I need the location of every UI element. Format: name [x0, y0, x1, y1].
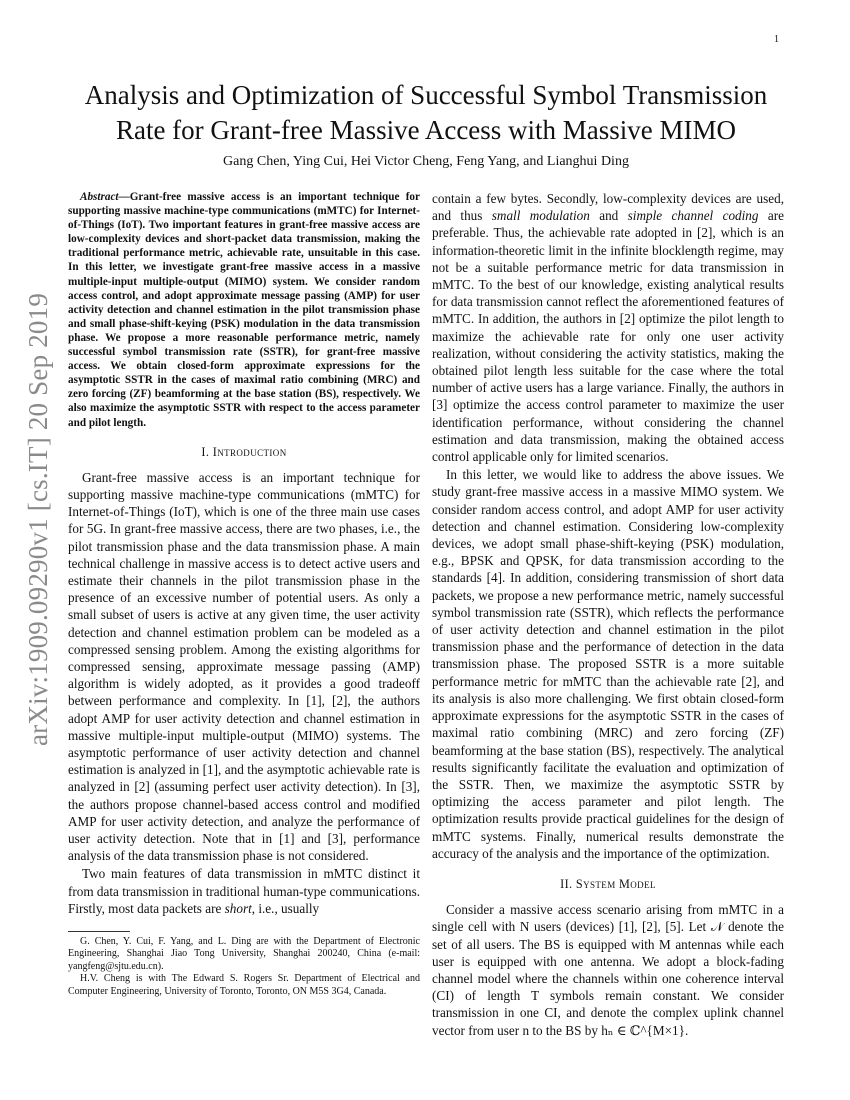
arxiv-stamp: arXiv:1909.09290v1 [cs.IT] 20 Sep 2019: [23, 292, 53, 746]
abstract-text: —Grant-free massive access is an important technique for supporting massive machine-type communications (mMTC) for Internet-of-Things (IoT). Two important features in grant-free massive access are low-complexity devices and short-packet data transmission, making the traditional performance metric, achievable rate, unsuitable in this case. In this letter, we investigate grant-free massive access in a massive multiple-input multiple-output (MIMO) system. We consider random access control, and adopt approximate message passing (AMP) for user activity detection and channel estimation in the pilot transmission phase and small phase-shift-keying (PSK) modulation in the data transmission phase. We propose a more reasonable performance metric, namely successful symbol transmission rate (SSTR), for grant-free massive access. We obtain closed-form approximate expressions for the asymptotic SSTR in the cases of maximal ratio combining (MRC) and zero forcing (ZF) beamforming at the base station (BS), respectively. We also maximize the asymptotic SSTR with respect to the access parameter and pilot length.: [68, 191, 420, 429]
section-heading-system-model: II. System Model: [560, 876, 656, 891]
intro-p2-emphasis-simple-coding: simple channel coding: [627, 208, 759, 224]
abstract: [68, 190, 420, 430]
footnote-affiliation-toronto: H.V. Cheng is with The Edward S. Rogers Sr. Department of Electrical and Computer Engineering, University of Toronto, Toronto, ON M5S 3G4, Canada.: [68, 973, 420, 997]
intro-p2-text-b-right: contain a few bytes. Secondly, low-complexity devices are used, and thus: [432, 191, 784, 224]
intro-p2-text-b-left: , i.e., usually: [251, 900, 320, 916]
footnote-affiliation-sjtu: G. Chen, Y. Cui, F. Yang, and L. Ding are with the Department of Electronic Engineering, Shanghai Jiao Tong University, Shanghai 200240, China (e-mail: yangfeng@sjtu.edu.cn).: [68, 936, 420, 972]
intro-p2-emphasis-short: short: [224, 900, 252, 916]
intro-p2-emphasis-small-modulation: small modulation: [491, 208, 590, 224]
intro-paragraph-1: Grant-free massive access is an important technique for supporting massive machine-type communications (mMTC) for Internet-of-Things (IoT), which is one of the three main use cases for 5G. In grant-free massive access, there are two phases, i.e., the pilot transmission phase and the data transmission phase. A main technical challenge in massive access is to detect active users and estimate their channels in the pilot transmission phase in the presence of an excessive number of potential users. As only a small subset of users is active at any given time, the user activity detection and channel estimation problem can be modeled as a compressed sensing problem. Among the existing algorithms for compressed sensing, approximate message passing (AMP) algorithm is widely adopted, as it provides a good tradeoff between performance and complexity. In [1], [2], the authors adopt AMP for user activity detection and channel estimation in massive multiple-input multiple-output (MIMO) systems. The asymptotic performance of user activity detection and channel estimation is analyzed in [1], and the asymptotic achievable rate is analyzed in [2] (assuming perfect user activity detection). In [3], the authors propose channel-based access control and modified AMP for user activity detection, and analyze the performance of user activity detection. Note that in [1] and [3], performance analysis of the data transmission phase is not considered.: [68, 469, 420, 864]
intro-paragraph-2-start: [68, 865, 420, 917]
system-model-paragraph-1: Consider a massive access scenario arising from mMTC in a single cell with N users (devices) [1], [2], [5]. Let 𝒩 denote the set of all users. The BS is equipped with M antennas while each user is equipped with one antenna. We adopt a block-fading channel model where the channels within one coherence interval (CI) of length T symbols remain constant. We consider transmission in one CI, and denote the complex uplink channel vector from user n to the BS by hₙ ∈ ℂ^{M×1}.: [432, 902, 784, 1038]
page-number: 1: [774, 34, 779, 45]
footnote-rule: [68, 931, 130, 932]
intro-p2-text-a: Two main features of data transmission in mMTC distinct it from data transmission in traditional human-type communications. Firstly, most data packets are: [68, 866, 420, 916]
intro-paragraph-3: In this letter, we would like to address the above issues. We study grant-free massive access in a massive MIMO system. We consider random access control, and adopt AMP for user activity detection and channel estimation. Considering low-complexity devices, we adopt small phase-shift-keying (PSK) modulation, e.g., BPSK and QPSK, for data transmission according to the standards [4]. In addition, considering transmission of short data packets, we propose a new performance metric, namely successful symbol transmission rate (SSTR), which reflects the performance of user activity detection and channel estimation in the pilot transmission phase and the performance of detection in the data transmission phase. The proposed SSTR is a more suitable performance metric for mMTC than the achievable rate [2], and its analysis is also more challenging. We first obtain closed-form approximate expressions for the asymptotic SSTR in the cases of maximal ratio combining (MRC) and zero forcing (ZF) beamforming at the base station (BS), respectively. The analytical results significantly facilitate the evaluation and optimization of the SSTR. Then, we maximize the asymptotic SSTR by optimizing the access parameter and pilot length. The optimization results provide practical guidelines for the design of mMTC systems. Finally, numerical results demonstrate the accuracy of the analysis and the importance of the optimization.: [432, 467, 784, 861]
intro-p2-text-d: are preferable. Thus, the achievable rate adopted in [2], which is an information-theoretic limit in the infinite blocklength regime, may not be a suitable performance metric for data transmission in mMTC. To the best of our knowledge, existing analytical results for data transmission cannot reflect the aforementioned features of mMTC. In addition, the authors in [2] optimize the pilot length to maximize the achievable rate for only one user activity realization, without considering the activity statistics, making the obtained pilot length less suitable for the case where the total number of active users has a large variance. Finally, the authors in [3] optimize the access control parameter to maximize the user identification performance, without considering the channel estimation and data transmission, making the obtained access control applicable only for limited scenarios.: [432, 208, 784, 465]
section-heading-introduction: I. Introduction: [201, 444, 287, 459]
intro-paragraph-2-cont: [432, 190, 784, 465]
right-column: [432, 190, 784, 1039]
abstract-label: Abstract: [80, 191, 119, 203]
author-list: Gang Chen, Ying Cui, Hei Victor Cheng, Feng Yang, and Lianghui Ding: [223, 154, 629, 169]
paper-title: Analysis and Optimization of Successful Symbol Transmission Rate for Grant-free Massive Access with Massive MIMO: [84, 80, 768, 145]
left-column: [68, 190, 420, 998]
intro-p2-text-c: and: [589, 208, 628, 224]
